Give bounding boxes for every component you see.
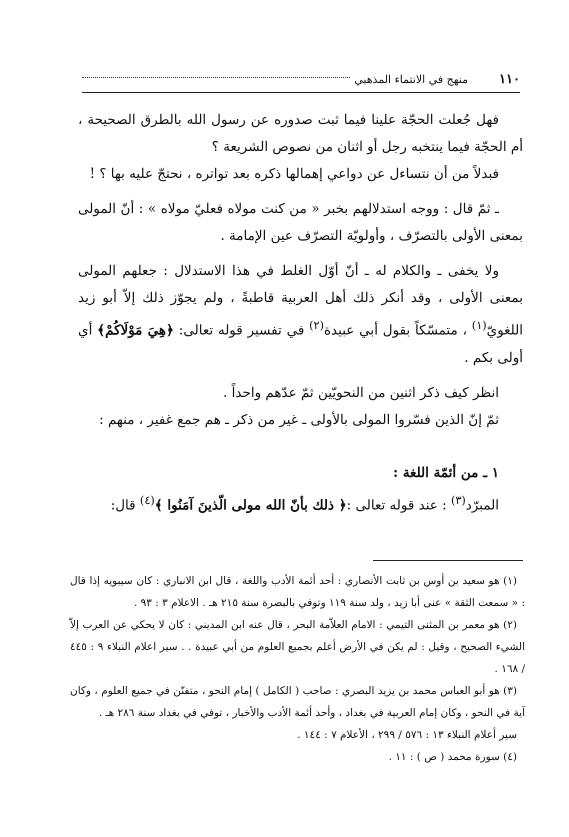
- main-text: [78, 107, 523, 519]
- paragraph-4-part-d: أي أولى بكم .: [78, 322, 523, 366]
- footnotes: [70, 570, 525, 768]
- paragraph-3: ـ ثمّ قال : ووجه استدلالهم بخبر « من كنت مولاه فعليّ مولاه » : أنّ المولى بمعنى الأولى بالتصرّف ، وأولويّة التصرّف عين الإمامة .: [78, 201, 523, 244]
- footnote-ref-3: (٣): [450, 493, 466, 507]
- paragraph-4: [78, 258, 523, 372]
- paragraph-2: فبدلاً من أن نتساءل عن دواعي إهمالها ذكره بعد تواتره ، نحتجّ عليه بها ؟ !: [89, 166, 499, 182]
- paragraph-7: [78, 487, 523, 520]
- paragraph-4-part-a: ولا يخفى ـ والكلام له ـ أنّ أوّل الغلط في هذا الاستدلال : جعلهم المولى بمعنى الأولى ، وقد أنكر ذلك أهل العربية قاطبةً ، ولم يجوّز ذلك إلاّ أبو زيد اللغويّ: [78, 263, 524, 339]
- paragraph-7-part-c: قال:: [110, 497, 140, 513]
- paragraph-7-part-b: : عند قوله تعالى :: [346, 497, 451, 513]
- paragraph-6: ثمّ إنّ الذين فسّروا المولى بالأولى ـ غير من ذكر ـ هم جمع غفير ، منهم :: [99, 411, 499, 428]
- footnote-1: (١) هو سعيد بن أوس بن ثابت الأنصاري : أحد أئمة الأدب واللغة ، قال ابن الانباري : كان سيبويه إذا قال : « سمعت الثقة » عنى أبا زيد ، ولد سنة ١١٩ وتوفي بالبصرة سنة ٢١٥ هـ . الاعلام ٣ : ٩٣ .: [70, 575, 525, 609]
- footnote-2: (٢) هو معمر بن المثنى التيمي : الامام العلاّمة البحر ، قال عنه ابن المديني : كان لا يحكي عن العرب إلاّ الشيء الصحيح ، وقيل : لم يكن في الأرض أعلم بجميع العلوم من أبي عبيدة . . سير اعلام النبلاء ٩ : ٤٤٥ / ١٦٨ .: [70, 619, 525, 675]
- paragraph-1: فهل جُعلت الحجّة علينا فيما ثبت صدوره عن رسول الله بالطرق الصحيحة ، أم الحجّة فيما ينتخبه رجل أو اثنان من نصوص الشريعة ؟: [78, 112, 523, 155]
- header-dotted-leader: [82, 77, 350, 78]
- footnote-3-source: سير أعلام النبلاء ١٣ : ٥٧٦ / ٢٩٩ ، الأعلام ٧ : ١٤٤ .: [297, 729, 517, 741]
- footnote-ref-2: (٢): [309, 319, 324, 332]
- page-header: [82, 70, 520, 93]
- footnote-separator: [373, 560, 523, 561]
- footnote-3: (٣) هو أبو العباس محمد بن يزيد البصري : صاحب ( الكامل ) إمام النحو ، متفنّن في جميع العلوم ، وكان آية في النحو ، وكان إمام العربية في بغداد ، وأحد أئمة الأدب والأخبار ، توفي في بغداد سنة ٢٨٦ هـ .: [70, 685, 525, 719]
- paragraph-4-part-b: ، متمسّكاً بقول أبي عبيدة: [323, 322, 472, 339]
- footnote-ref-4: (٤): [139, 493, 155, 507]
- footnote-4: (٤) سورة محمد ( ص ) : ١١ .: [388, 751, 517, 763]
- paragraph-4-part-c: في تفسير قوله تعالى:: [173, 322, 310, 339]
- section-heading: ١ ـ من أئمّة اللغة :: [393, 464, 499, 481]
- running-title: منهج في الانتماء المذهبي: [354, 73, 468, 86]
- quran-verse-2: ﴿ ذلك بأنّ الله مولى الّذينَ آمَنُوا ﴾: [154, 497, 347, 513]
- footnote-ref-1: (١): [471, 319, 487, 332]
- quran-verse-1: ﴿هِيَ مَوْلَاكُمْ﴾: [97, 322, 174, 339]
- page-number: ١١٠: [499, 72, 520, 87]
- paragraph-7-part-a: المبرّد: [465, 497, 499, 513]
- paragraph-5: انظر كيف ذكر اثنين من النحويّين ثمّ عدّهم واحداً .: [223, 384, 499, 401]
